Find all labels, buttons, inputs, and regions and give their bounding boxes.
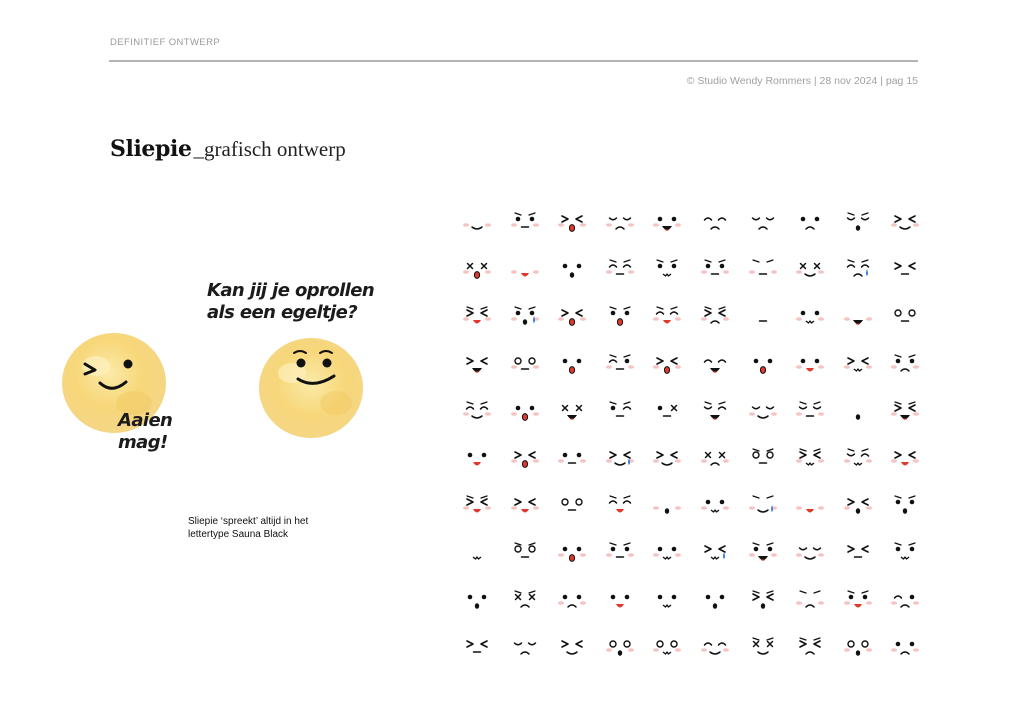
speech-line: als een egeltje? — [207, 302, 358, 323]
sliepie-smile-character — [254, 333, 368, 443]
expression-face — [555, 302, 589, 330]
expression-face — [793, 586, 827, 614]
expression-face — [460, 538, 494, 566]
expression-face — [508, 350, 542, 378]
expression-face — [555, 397, 589, 425]
expression-face — [650, 633, 684, 661]
expression-face — [650, 255, 684, 283]
expression-face — [841, 633, 875, 661]
expression-face — [555, 538, 589, 566]
expression-face — [460, 350, 494, 378]
expression-face — [746, 255, 780, 283]
expression-face — [650, 208, 684, 236]
expression-face — [603, 208, 637, 236]
expression-face — [650, 491, 684, 519]
expression-face — [793, 397, 827, 425]
expression-face — [603, 586, 637, 614]
expression-face — [508, 633, 542, 661]
expression-face — [460, 302, 494, 330]
expression-face — [555, 208, 589, 236]
expression-face — [793, 208, 827, 236]
expression-face — [793, 302, 827, 330]
expression-face — [698, 302, 732, 330]
speech-line: Kan jij je oprollen — [207, 280, 375, 301]
expression-face — [841, 255, 875, 283]
expression-face — [746, 397, 780, 425]
page-credit: © Studio Wendy Rommers | 28 nov 2024 | pag 15 — [686, 75, 918, 87]
expression-face — [746, 350, 780, 378]
expression-face — [603, 302, 637, 330]
expression-face — [460, 255, 494, 283]
expression-face — [508, 491, 542, 519]
expression-face — [793, 538, 827, 566]
wink-speech — [118, 410, 172, 454]
expression-face — [698, 586, 732, 614]
expression-face — [841, 350, 875, 378]
blob-body — [259, 338, 363, 438]
expression-face — [508, 397, 542, 425]
expression-face — [460, 397, 494, 425]
expression-grid — [460, 208, 930, 668]
expression-face — [746, 444, 780, 472]
expression-face — [603, 397, 637, 425]
expression-face — [460, 208, 494, 236]
expression-face — [888, 491, 922, 519]
expression-face — [603, 538, 637, 566]
expression-face — [555, 586, 589, 614]
expression-face — [888, 538, 922, 566]
expression-face — [841, 538, 875, 566]
expression-face — [603, 633, 637, 661]
expression-face — [793, 255, 827, 283]
caption-line: lettertype Sauna Black — [188, 529, 289, 540]
expression-face — [603, 444, 637, 472]
expression-face — [603, 255, 637, 283]
expression-face — [698, 208, 732, 236]
expression-face — [888, 208, 922, 236]
expression-face — [650, 586, 684, 614]
expression-face — [555, 350, 589, 378]
question-speech — [207, 280, 374, 324]
header-divider — [109, 60, 918, 62]
expression-face — [508, 538, 542, 566]
expression-face — [698, 255, 732, 283]
title-subtitle: _grafisch ontwerp — [193, 137, 346, 161]
expression-face — [793, 444, 827, 472]
expression-face — [698, 350, 732, 378]
expression-face — [841, 208, 875, 236]
expression-face — [460, 586, 494, 614]
expression-face — [603, 491, 637, 519]
expression-face — [746, 208, 780, 236]
expression-face — [841, 491, 875, 519]
expression-face — [888, 397, 922, 425]
expression-face — [603, 350, 637, 378]
speech-line: Aaien — [118, 410, 173, 431]
expression-face — [650, 350, 684, 378]
title-brand: Sliepie — [110, 136, 192, 162]
expression-face — [650, 444, 684, 472]
expression-face — [888, 633, 922, 661]
section-label: DEFINITIEF ONTWERP — [110, 37, 221, 48]
expression-face — [888, 302, 922, 330]
expression-face — [650, 397, 684, 425]
expression-face — [650, 538, 684, 566]
open-eye — [124, 360, 133, 369]
expression-face — [746, 491, 780, 519]
expression-face — [793, 350, 827, 378]
expression-face — [746, 538, 780, 566]
expression-face — [698, 538, 732, 566]
expression-face — [698, 444, 732, 472]
expression-face — [698, 491, 732, 519]
expression-face — [841, 302, 875, 330]
expression-face — [888, 586, 922, 614]
expression-face — [508, 208, 542, 236]
expression-face — [793, 633, 827, 661]
expression-face — [888, 444, 922, 472]
expression-face — [746, 586, 780, 614]
expression-face — [555, 444, 589, 472]
expression-face — [841, 444, 875, 472]
expression-face — [508, 255, 542, 283]
expression-face — [841, 586, 875, 614]
expression-face — [888, 350, 922, 378]
expression-face — [460, 444, 494, 472]
expression-face — [508, 444, 542, 472]
expression-face — [460, 491, 494, 519]
expression-face — [508, 586, 542, 614]
font-caption — [188, 515, 308, 541]
expression-face — [555, 255, 589, 283]
expression-face — [555, 633, 589, 661]
page-title — [110, 136, 346, 162]
right-eye — [323, 359, 332, 368]
expression-face — [460, 633, 494, 661]
caption-line: Sliepie ‘spreekt’ altijd in het — [188, 516, 309, 527]
expression-face — [650, 302, 684, 330]
left-eye — [297, 359, 306, 368]
speech-line: mag! — [118, 432, 168, 453]
expression-face — [888, 255, 922, 283]
expression-face — [841, 397, 875, 425]
expression-face — [698, 397, 732, 425]
expression-face — [793, 491, 827, 519]
expression-face — [746, 633, 780, 661]
expression-face — [555, 491, 589, 519]
expression-face — [698, 633, 732, 661]
expression-face — [746, 302, 780, 330]
expression-face — [508, 302, 542, 330]
